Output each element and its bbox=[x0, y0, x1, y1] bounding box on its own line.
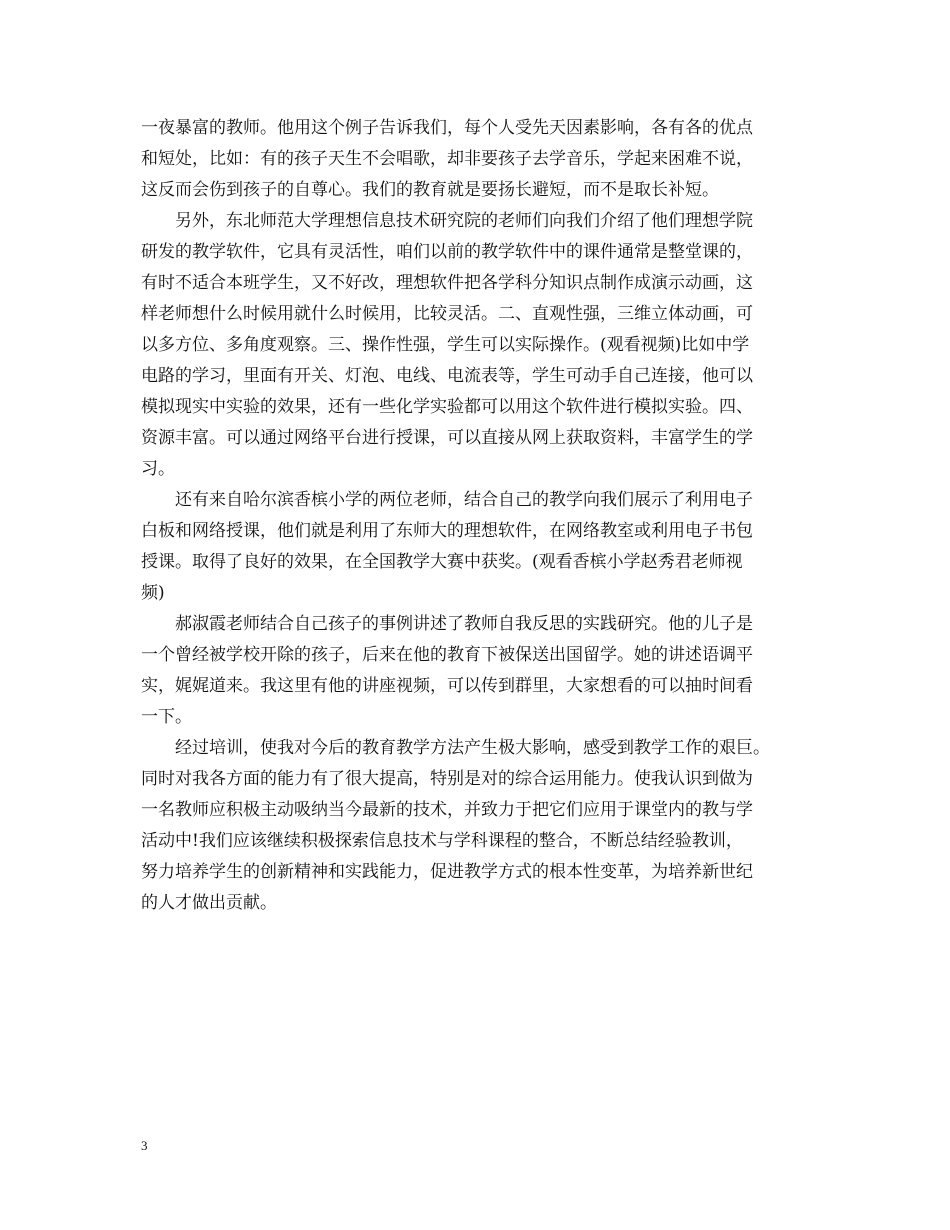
text-line: 电路的学习，里面有开关、灯泡、电线、电流表等，学生可动手自己连接，他可以 bbox=[141, 366, 753, 386]
text-line: 郝淑霞老师结合自己孩子的事例讲述了教师自我反思的实践研究。他的儿子是 bbox=[175, 614, 753, 634]
text-line: 一下。 bbox=[141, 707, 192, 727]
text-line: 另外，东北师范大学理想信息技术研究院的老师们向我们介绍了他们理想学院 bbox=[175, 211, 753, 231]
text-line: 习。 bbox=[141, 459, 175, 479]
body-text bbox=[141, 113, 811, 919]
text-line: 授课。取得了良好的效果，在全国教学大赛中获奖。(观看香槟小学赵秀君老师视 bbox=[141, 552, 743, 572]
text-line: 有时不适合本班学生，又不好改，理想软件把各学科分知识点制作成演示动画，这 bbox=[141, 273, 753, 293]
text-line: 以多方位、多角度观察。三、操作性强，学生可以实际操作。(观看视频)比如中学 bbox=[141, 335, 750, 355]
text-line: 频) bbox=[141, 583, 165, 603]
text-line: 白板和网络授课，他们就是利用了东师大的理想软件，在网络教室或利用电子书包 bbox=[141, 521, 753, 541]
text-line: 和短处，比如：有的孩子天生不会唱歌，却非要孩子去学音乐，学起来困难不说， bbox=[141, 149, 753, 169]
text-line: 努力培养学生的创新精神和实践能力，促进教学方式的根本性变革，为培养新世纪 bbox=[141, 862, 753, 882]
page-number: 3 bbox=[141, 1138, 148, 1153]
text-line: 一个曾经被学校开除的孩子，后来在他的教育下被保送出国留学。她的讲述语调平 bbox=[141, 645, 753, 665]
text-line: 研发的教学软件，它具有灵活性，咱们以前的教学软件中的课件通常是整堂课的， bbox=[141, 242, 753, 262]
text-line: 同时对我各方面的能力有了很大提高，特别是对的综合运用能力。使我认识到做为 bbox=[141, 769, 753, 789]
text-line: 活动中!我们应该继续积极探索信息技术与学科课程的整合，不断总结经验教训， bbox=[141, 831, 743, 851]
text-line: 模拟现实中实验的效果，还有一些化学实验都可以用这个软件进行模拟实验。四、 bbox=[141, 397, 753, 417]
text-line: 资源丰富。可以通过网络平台进行授课，可以直接从网上获取资料，丰富学生的学 bbox=[141, 428, 753, 448]
text-line: 的人才做出贡献。 bbox=[141, 893, 277, 913]
text-line: 实，娓娓道来。我这里有他的讲座视频，可以传到群里，大家想看的可以抽时间看 bbox=[141, 676, 753, 696]
text-line: 经过培训，使我对今后的教育教学方法产生极大影响，感受到教学工作的艰巨。 bbox=[175, 738, 770, 758]
text-line: 还有来自哈尔滨香槟小学的两位老师，结合自己的教学向我们展示了利用电子 bbox=[175, 490, 753, 510]
text-line: 一名教师应积极主动吸纳当今最新的技术，并致力于把它们应用于课堂内的教与学 bbox=[141, 800, 753, 820]
text-line: 样老师想什么时候用就什么时候用，比较灵活。二、直观性强，三维立体动画，可 bbox=[141, 304, 753, 324]
text-line: 这反而会伤到孩子的自尊心。我们的教育就是要扬长避短，而不是取长补短。 bbox=[141, 180, 719, 200]
text-line: 一夜暴富的教师。他用这个例子告诉我们，每个人受先天因素影响，各有各的优点 bbox=[141, 118, 753, 138]
